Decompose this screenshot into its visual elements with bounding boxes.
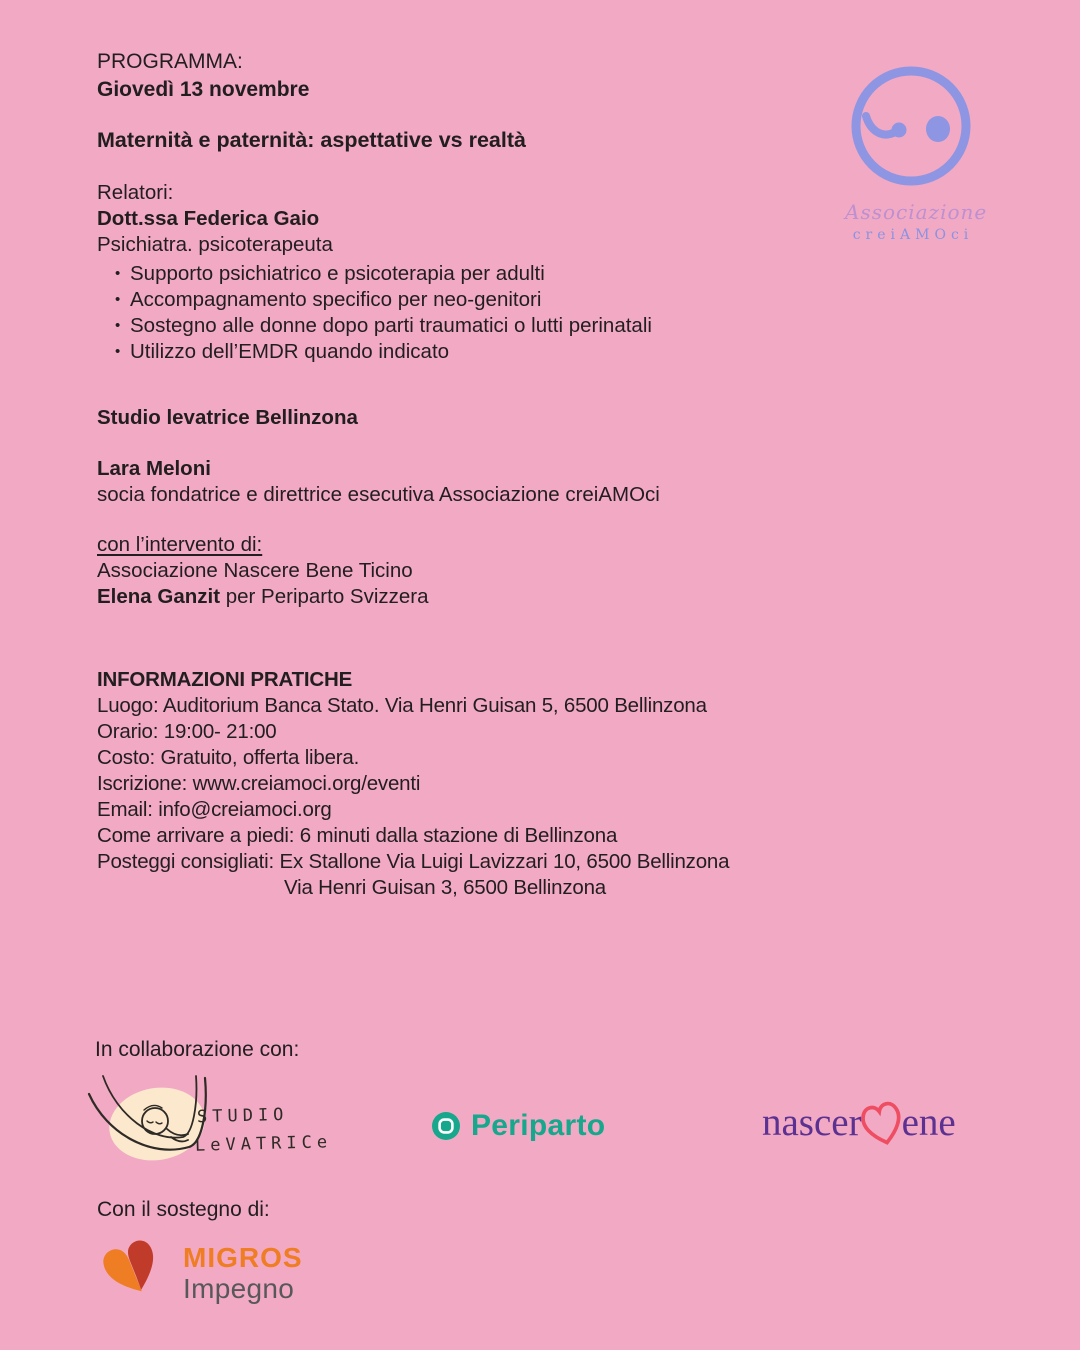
practical-info-section	[97, 667, 729, 901]
nascere-bene-text-left: nascer	[762, 1100, 862, 1144]
creiamoci-logo	[845, 64, 988, 243]
periparto-wordmark: Periparto	[471, 1109, 606, 1142]
guest-speaker-name: Elena Ganzit	[97, 585, 221, 608]
guests-label: con l’intervento di:	[97, 533, 263, 556]
info-email: Email: info@creiamoci.org	[97, 798, 332, 821]
list-item: • Accompagnamento specifico per neo-genitori	[97, 287, 652, 313]
practical-info-heading: INFORMAZIONI PRATICHE	[97, 668, 353, 691]
header	[97, 48, 309, 104]
info-registration-url: Iscrizione: www.creiamoci.org/eventi	[97, 772, 421, 795]
info-parking: Posteggi consigliati: Ex Stallone Via Luigi Lavizzari 10, 6500 Bellinzona	[97, 850, 730, 873]
heart-outline-icon	[858, 1096, 906, 1152]
list-item: • Supporto psichiatrico e psicoterapia per adulti	[97, 261, 652, 287]
info-parking-2: Via Henri Guisan 3, 6500 Bellinzona	[284, 876, 606, 899]
info-cost: Costo: Gratuito, offerta libera.	[97, 746, 360, 769]
director-name: Lara Meloni	[97, 457, 211, 480]
studio-levatrice-text-line1: STUDIO	[196, 1104, 289, 1128]
programme-kicker: PROGRAMMA:	[97, 50, 243, 73]
studio-levatrice-line: Studio levatrice Bellinzona	[97, 406, 358, 429]
migros-impegno-text: Impegno	[183, 1273, 295, 1304]
info-venue: Luogo: Auditorium Banca Stato. Via Henri Guisan 5, 6500 Bellinzona	[97, 694, 707, 717]
creiamoci-script-text: Associazione	[845, 200, 988, 224]
speakers-section	[97, 180, 652, 365]
event-date: Giovedì 13 novembre	[97, 78, 310, 101]
info-time: Orario: 19:00- 21:00	[97, 720, 277, 743]
studio-levatrice-logo	[85, 1066, 333, 1178]
event-title: Maternità e paternità: aspettative vs realtà	[97, 128, 526, 152]
nascere-bene-logo	[762, 1094, 956, 1150]
support-label: Con il sostegno di:	[97, 1198, 270, 1221]
list-item: • Sostegno alle donne dopo parti traumatici o lutti perinatali	[97, 313, 652, 339]
list-item: • Utilizzo dell’EMDR quando indicato	[97, 339, 652, 365]
nascere-bene-text-right: ene	[901, 1100, 956, 1144]
studio-levatrice-text-line2: LeVATRICe	[194, 1132, 333, 1156]
speakers-label: Relatori:	[97, 181, 174, 204]
speaker-name: Dott.ssa Federica Gaio	[97, 207, 320, 230]
director-role: socia fondatrice e direttrice esecutiva Associazione creiAMOci	[97, 483, 660, 506]
creiamoci-wordmark: creiAMOci	[852, 227, 974, 243]
director-section	[97, 456, 660, 508]
migros-wordmark: MIGROS	[183, 1242, 303, 1273]
info-walking-directions: Come arrivare a piedi: 6 minuti dalla stazione di Bellinzona	[97, 824, 618, 847]
guests-section	[97, 532, 429, 610]
speaker-role: Psichiatra. psicoterapeuta	[97, 233, 333, 256]
migros-text-block	[183, 1243, 303, 1304]
periparto-cushion-icon	[432, 1112, 460, 1140]
collaboration-label: In collaborazione con:	[95, 1038, 300, 1061]
speaker-services-list	[97, 261, 652, 365]
migros-heart-icon	[94, 1234, 170, 1302]
guest-association: Associazione Nascere Bene Ticino	[97, 559, 413, 582]
winking-face-icon	[849, 64, 973, 188]
guest-speaker-suffix: per Periparto Svizzera	[220, 585, 429, 608]
guest-speaker-line	[97, 584, 429, 610]
migros-impegno-logo	[94, 1234, 303, 1304]
periparto-logo	[432, 1109, 605, 1143]
